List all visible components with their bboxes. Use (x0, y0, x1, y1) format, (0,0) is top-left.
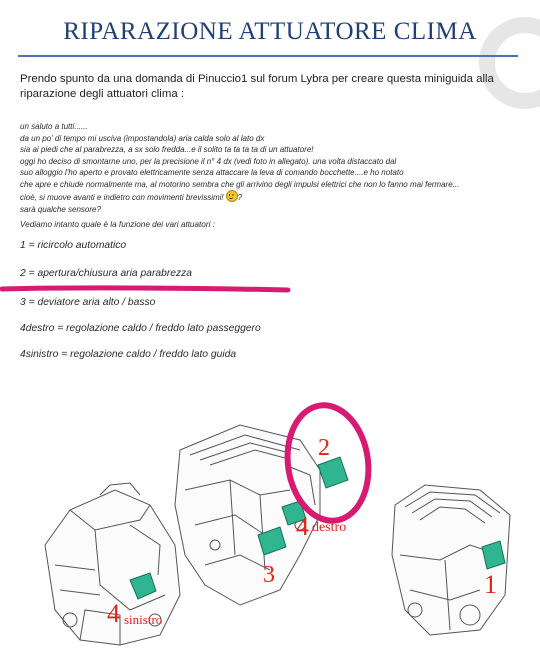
quote-line (20, 190, 530, 204)
quote-line: sia ai piedi che al parabrezza, a sx solo fredda...e il solito ta ta ta ta di un attuatore! (20, 145, 314, 154)
label-4destro-num: 4 (296, 512, 309, 541)
label-2: 2 (318, 435, 330, 461)
label-4sinistro-word: sinistro (124, 612, 163, 627)
quote-line: da un po' di tempo mi usciva (impostandola) aria calda solo al lato dx (20, 133, 265, 143)
highlight-underline (0, 284, 300, 298)
actuator-item-4sinistro: 4sinistro = regolazione caldo / freddo lato guida (20, 349, 237, 360)
actuator-item-3: 3 = deviatore aria alto / basso (20, 297, 156, 308)
quote-line-text: cioè, si muove avanti e indietro con movimenti brevissimi! (20, 193, 224, 202)
page-title: RIPARAZIONE ATTUATORE CLIMA (63, 18, 477, 45)
quote-line: suo alloggio l'ho aperto e provato elettricamente senza attaccare la leva di comando bocchette....e ho notato (20, 168, 404, 177)
quote-line: un saluto a tutti...... (20, 122, 88, 131)
actuator-item-2: 2 = apertura/chiusura aria parabrezza (20, 268, 193, 279)
forum-quote (20, 121, 530, 215)
label-4destro-word: destro (312, 520, 347, 535)
quote-line-suffix: ? (237, 193, 243, 202)
quote-line: che apre e chiude normalmente ma, al motorino sembra che gli arrivino degli impulsi elettrici che non lo fanno mai fermare... (20, 179, 460, 189)
actuator-diagram (0, 395, 540, 660)
actuator-item-4destro: 4destro = regolazione caldo / freddo lato passeggero (20, 323, 261, 334)
smiley-icon (226, 190, 238, 202)
title-rule (18, 55, 518, 57)
actuator-item-1: 1 = ricircolo automatico (20, 240, 127, 251)
quote-line: oggi ho deciso di smontarne uno, per la precisione il n° 4 dx (vedi foto in allegato). una volta distaccato dal (20, 156, 397, 166)
quote-line: sarà qualche sensore? (20, 204, 101, 214)
actuators-intro: Vediamo intanto quale è la funzione dei vari attuatori : (20, 220, 215, 229)
label-3: 3 (263, 562, 275, 588)
label-4sinistro-num: 4 (107, 599, 120, 628)
intro-paragraph: Prendo spunto da una domanda di Pinuccio1 sul forum Lybra per creare questa miniguida alla riparazione degli attuatori clima : (20, 73, 494, 100)
label-1: 1 (484, 570, 497, 599)
